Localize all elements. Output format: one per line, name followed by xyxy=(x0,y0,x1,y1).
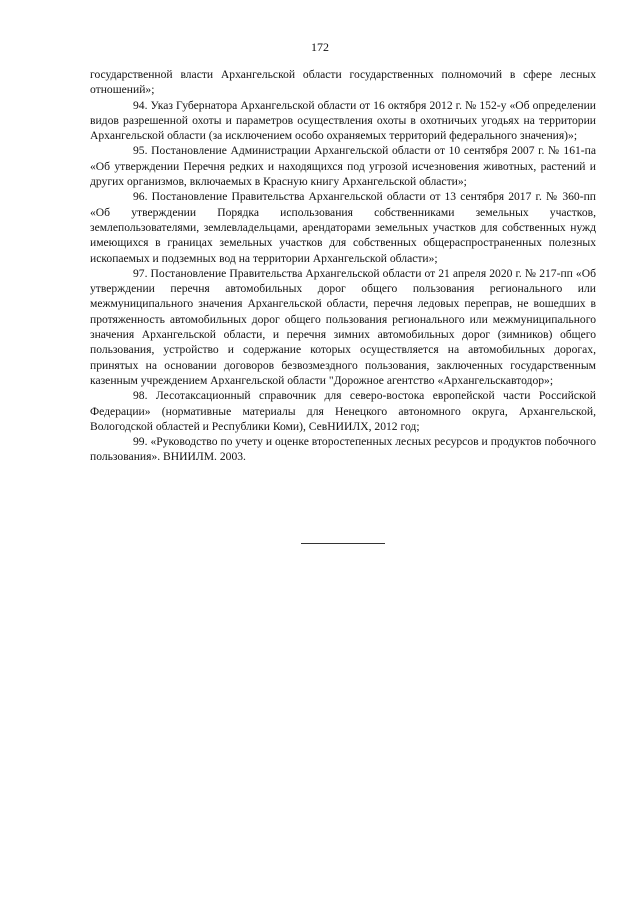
list-item-99: 99. «Руководство по учету и оценке второстепенных лесных ресурсов и продуктов побочного пользования». ВНИИЛМ. 2003. xyxy=(90,435,596,464)
list-item-95: 95. Постановление Администрации Архангельской области от 10 сентября 2007 г. № 161-па «Об утверждении Перечня редких и находящихся под угрозой исчезновения животных, растений и других организмов, включаемых в Красную книгу Архангельской области»; xyxy=(90,144,596,189)
page-number: 172 xyxy=(311,40,329,54)
end-separator-line xyxy=(301,543,385,544)
document-body xyxy=(90,67,596,465)
list-item-97: 97. Постановление Правительства Архангельской области от 21 апреля 2020 г. № 217-пп «Об утверждении перечня автомобильных дорог общего пользования регионального или межмуниципального значения Архангельской области, перечня ледовых переправ, не вошедших в протяженность автомобильных дорог общего пользования регионального или межмуниципального значения Архангельской области, и перечня зимних автомобильных дорог (зимников) общего пользования, устройство и содержание которых осуществляется на автомобильных дорогах, принятых на основании договоров безвозмездного пользования, заключенных государственным казенным учреждением Архангельской области "Дорожное агентство «Архангельскавтодор»; xyxy=(90,266,596,387)
paragraph-continuation: государственной власти Архангельской области государственных полномочий в сфере лесных отношений»; xyxy=(90,68,596,97)
list-item-94: 94. Указ Губернатора Архангельской области от 16 октября 2012 г. № 152-у «Об определении видов разрешенной охоты и параметров осуществления охоты в охотничьих угодьях на территории Архангельской области (за исключением особо охраняемых территорий федерального значения)»; xyxy=(90,98,596,143)
list-item-96: 96. Постановление Правительства Архангельской области от 13 сентября 2017 г. № 360-пп «Об утверждении Порядка использования собственниками земельных участков, землепользователями, землевладельцами, арендаторами земельных участков для собственных нужд имеющихся в границах земельных участков для собственных общераспространенных полезных ископаемых и подземных вод на территории Архангельской области»; xyxy=(90,190,596,265)
list-item-98: 98. Лесотаксационный справочник для северо-востока европейской части Российской Федерации» (нормативные материалы для Ненецкого автономного округа, Архангельской, Вологодской областей и Республики Коми), СевНИИЛХ, 2012 год; xyxy=(90,389,596,433)
